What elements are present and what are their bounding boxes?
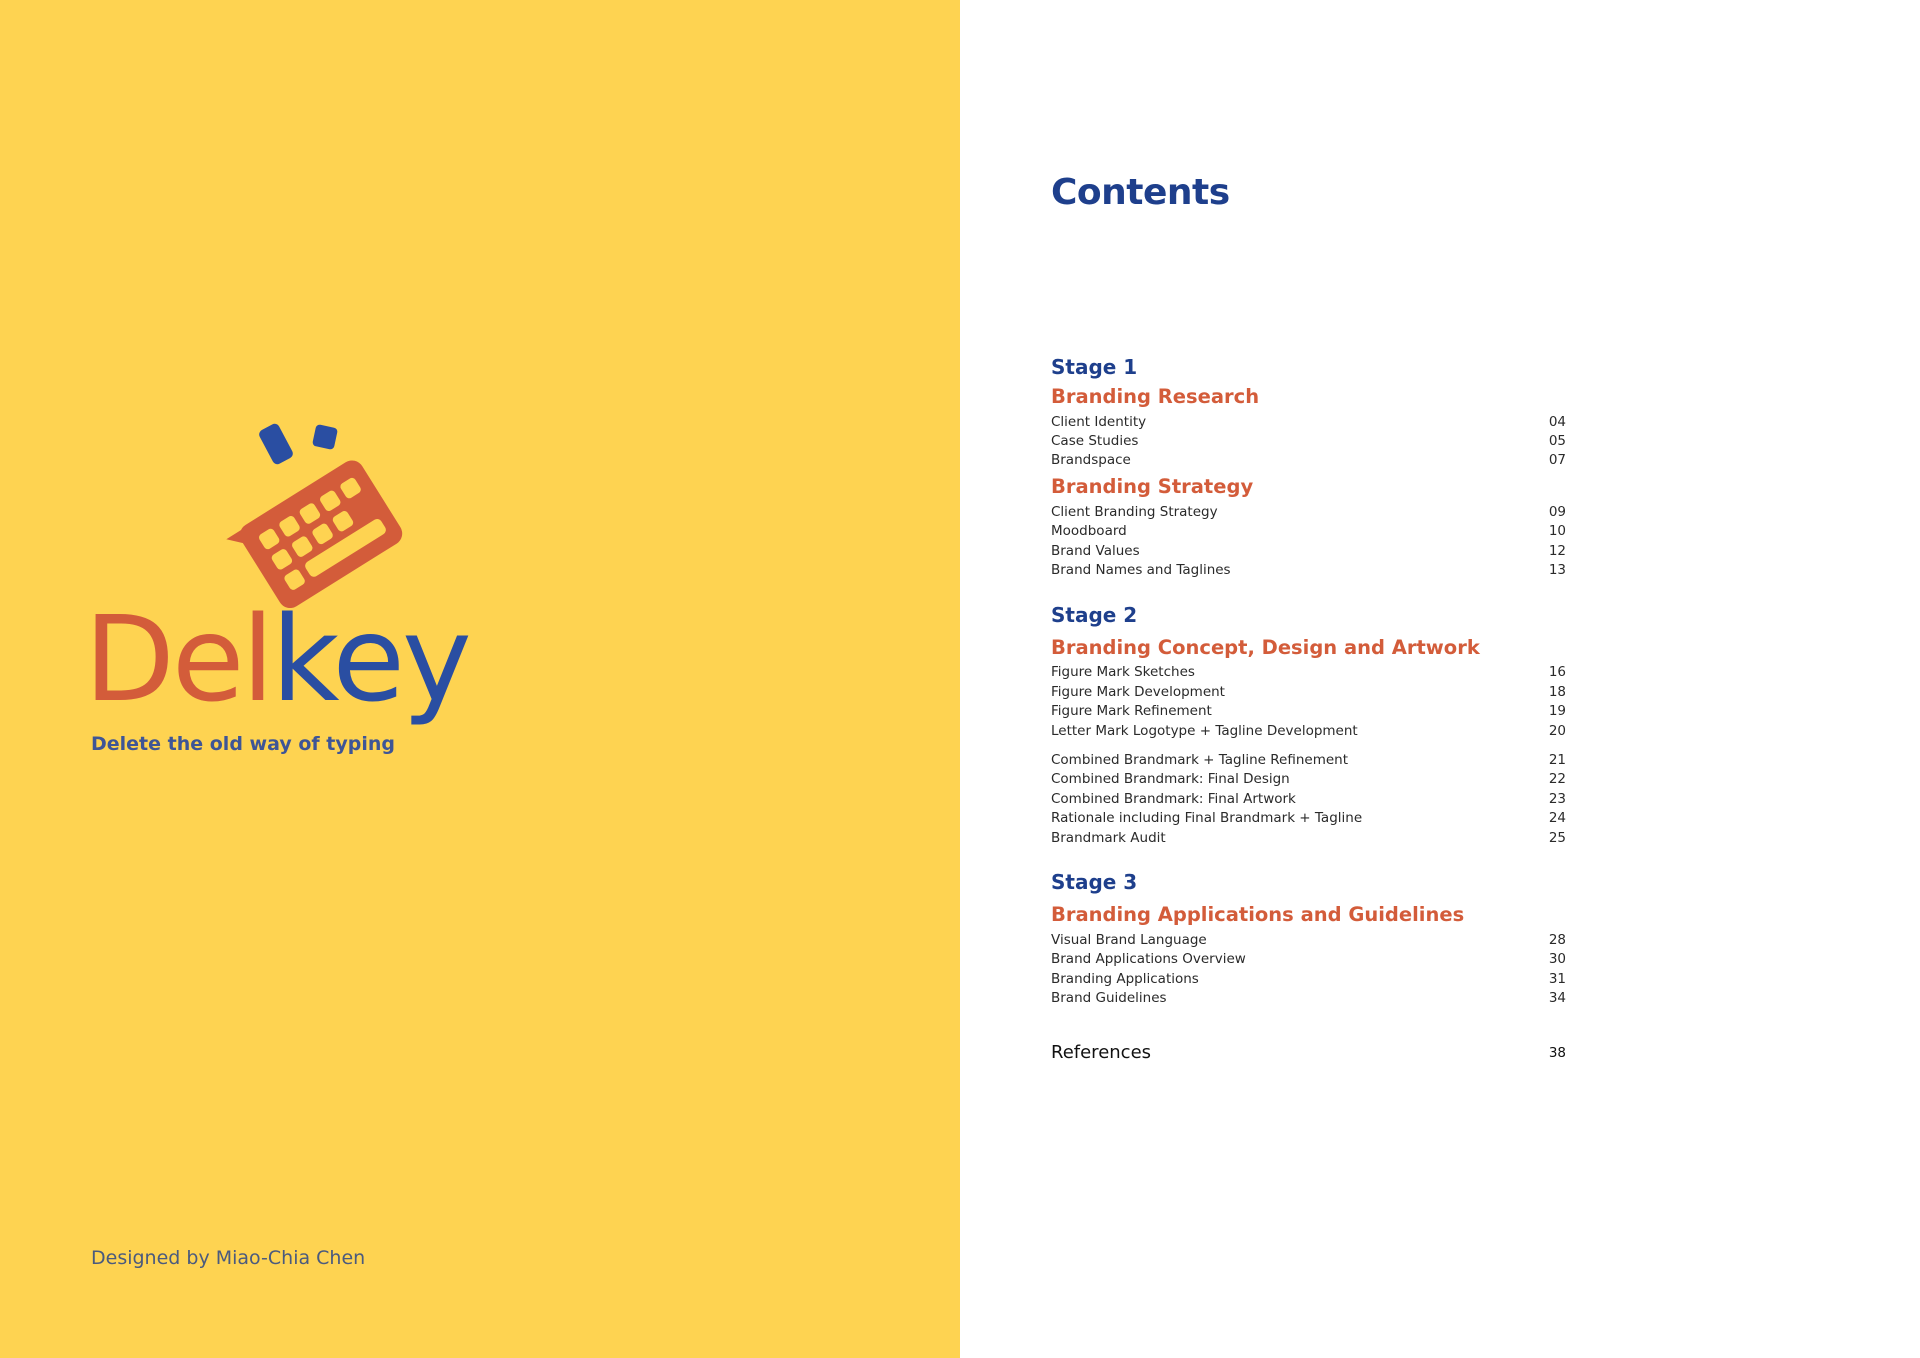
toc-entry-page: 04 bbox=[1548, 413, 1566, 430]
toc-entry[interactable] bbox=[1051, 663, 1566, 682]
toc-entry[interactable] bbox=[1051, 721, 1566, 740]
toc-entry-page: 31 bbox=[1548, 970, 1566, 987]
toc-entry-page: 34 bbox=[1548, 990, 1566, 1007]
toc-entry-label: Figure Mark Refinement bbox=[1051, 703, 1212, 720]
toc-entry[interactable] bbox=[1051, 431, 1566, 450]
toc-entry-label: Visual Brand Language bbox=[1051, 931, 1207, 948]
stage-1-heading: Stage 1 bbox=[1051, 355, 1138, 379]
toc-entry[interactable] bbox=[1051, 502, 1566, 521]
toc-entry[interactable] bbox=[1051, 930, 1566, 949]
toc-entry[interactable] bbox=[1051, 789, 1566, 808]
brand-wordmark bbox=[84, 590, 469, 728]
toc-entry[interactable] bbox=[1051, 522, 1566, 541]
section-heading-branding-research: Branding Research bbox=[1051, 385, 1260, 408]
toc-entry-page: 16 bbox=[1548, 664, 1566, 681]
toc-entry-page: 24 bbox=[1548, 810, 1566, 827]
stage-3-heading: Stage 3 bbox=[1051, 870, 1138, 895]
toc-entry-label: Figure Mark Sketches bbox=[1051, 664, 1195, 681]
toc-entry-page: 22 bbox=[1548, 771, 1566, 788]
toc-entry[interactable] bbox=[1051, 702, 1566, 721]
toc-entry-page: 30 bbox=[1548, 951, 1566, 968]
toc-entry-label: Brand Names and Taglines bbox=[1051, 562, 1231, 579]
contents-title: Contents bbox=[1051, 172, 1230, 213]
toc-references[interactable] bbox=[1051, 1038, 1566, 1068]
toc-entry-page: 25 bbox=[1548, 829, 1566, 846]
toc-entry[interactable] bbox=[1051, 828, 1566, 847]
toc-entry-page: 28 bbox=[1548, 931, 1566, 948]
toc-entry[interactable] bbox=[1051, 451, 1566, 470]
toc-entry-page: 09 bbox=[1548, 503, 1566, 520]
section-heading-branding-concept: Branding Concept, Design and Artwork bbox=[1051, 635, 1480, 659]
toc-entry[interactable] bbox=[1051, 808, 1566, 827]
keyboard-icon bbox=[210, 420, 425, 615]
toc-entry[interactable] bbox=[1051, 412, 1566, 431]
toc-entry-label: Case Studies bbox=[1051, 433, 1139, 450]
section-heading-branding-strategy: Branding Strategy bbox=[1051, 475, 1254, 499]
toc-entry-page: 12 bbox=[1548, 542, 1566, 559]
toc-entry[interactable] bbox=[1051, 988, 1566, 1007]
toc-entry-page: 23 bbox=[1548, 790, 1566, 807]
toc-entry[interactable] bbox=[1051, 950, 1566, 969]
toc-entry-page: 21 bbox=[1548, 751, 1566, 768]
designer-credit: Designed by Miao-Chia Chen bbox=[91, 1247, 366, 1269]
table-of-contents bbox=[1051, 352, 1566, 1068]
toc-entry-label: Brandspace bbox=[1051, 452, 1131, 469]
toc-entry-page: 20 bbox=[1548, 722, 1566, 739]
toc-entry[interactable] bbox=[1051, 682, 1566, 701]
toc-entry-page: 19 bbox=[1548, 703, 1566, 720]
toc-entry-label: Combined Brandmark + Tagline Refinement bbox=[1051, 751, 1349, 768]
toc-entry-page: 07 bbox=[1548, 452, 1566, 469]
wordmark-del: Del bbox=[84, 590, 272, 728]
references-label: References bbox=[1051, 1042, 1152, 1064]
brand-tagline: Delete the old way of typing bbox=[91, 733, 395, 755]
wordmark-key: key bbox=[271, 590, 469, 728]
toc-entry-label: Letter Mark Logotype + Tagline Development bbox=[1051, 722, 1358, 739]
toc-entry-label: Branding Applications bbox=[1051, 970, 1199, 987]
stage-2-heading: Stage 2 bbox=[1051, 602, 1138, 627]
toc-entry-label: Client Branding Strategy bbox=[1051, 503, 1218, 520]
toc-entry-label: Brandmark Audit bbox=[1051, 829, 1166, 846]
toc-entry-label: Rationale including Final Brandmark + Tagline bbox=[1051, 810, 1363, 827]
toc-entry-label: Client Identity bbox=[1051, 413, 1147, 430]
toc-entry-label: Moodboard bbox=[1051, 523, 1127, 540]
toc-entry-page: 10 bbox=[1548, 523, 1566, 540]
toc-entry-label: Brand Values bbox=[1051, 542, 1140, 559]
toc-entry-label: Combined Brandmark: Final Design bbox=[1051, 771, 1290, 788]
references-page: 38 bbox=[1548, 1044, 1566, 1061]
toc-entry-label: Figure Mark Development bbox=[1051, 683, 1225, 700]
toc-entry[interactable] bbox=[1051, 969, 1566, 988]
toc-entry[interactable] bbox=[1051, 560, 1566, 579]
toc-entry-label: Brand Guidelines bbox=[1051, 990, 1167, 1007]
toc-entry[interactable] bbox=[1051, 750, 1566, 769]
toc-entry-page: 05 bbox=[1548, 433, 1566, 450]
toc-entry-label: Brand Applications Overview bbox=[1051, 951, 1246, 968]
toc-entry[interactable] bbox=[1051, 541, 1566, 560]
toc-entry-page: 18 bbox=[1548, 683, 1566, 700]
toc-entry-page: 13 bbox=[1548, 562, 1566, 579]
toc-entry[interactable] bbox=[1051, 770, 1566, 789]
section-heading-branding-applications: Branding Applications and Guidelines bbox=[1051, 903, 1465, 927]
toc-entry-label: Combined Brandmark: Final Artwork bbox=[1051, 790, 1296, 807]
